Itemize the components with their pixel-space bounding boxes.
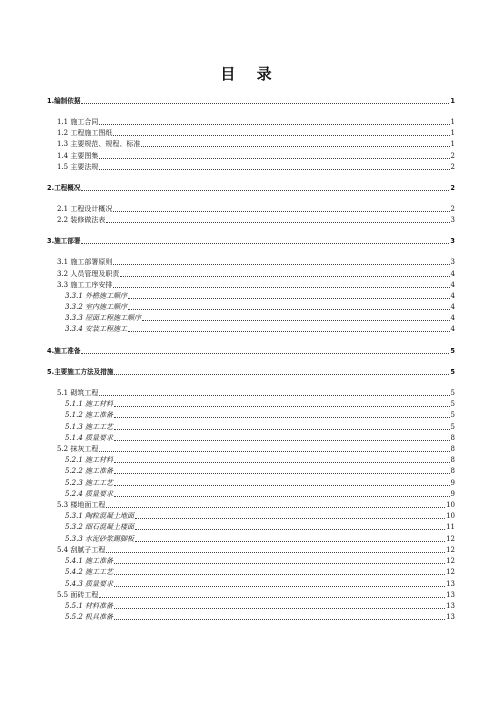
toc-entry[interactable]: [57, 116, 455, 126]
toc-leader-dots: [114, 479, 449, 486]
toc-entry-label: 3.3.3 屋面工程施工顺序: [65, 314, 142, 322]
toc-entry-label: 5.1.1 施工材料: [65, 400, 114, 408]
toc-leader-dots: [120, 270, 449, 277]
toc-entry-page-number: 13: [446, 613, 455, 621]
toc-entry[interactable]: [65, 398, 455, 408]
toc-leader-dots: [128, 303, 449, 310]
toc-leader-dots: [114, 423, 449, 430]
toc-entry[interactable]: [57, 443, 455, 453]
toc-leader-dots: [114, 580, 445, 587]
toc-entry-label: 2.工程概况: [47, 184, 81, 192]
toc-entry[interactable]: [47, 182, 455, 192]
toc-leader-dots: [81, 347, 449, 354]
toc-entry[interactable]: [65, 454, 455, 464]
toc-entry-label: 5.1 砌筑工程: [57, 389, 99, 397]
toc-entry[interactable]: [57, 499, 455, 509]
toc-entry-page-number: 5: [450, 423, 455, 431]
toc-entry-page-number: 10: [446, 501, 455, 509]
toc-entry-page-number: 8: [450, 456, 455, 464]
toc-leader-dots: [106, 216, 449, 223]
toc-entry-label: 3.3 施工工序安排: [57, 281, 113, 289]
toc-entry-label: 5.1.2 施工准备: [65, 411, 114, 419]
toc-leader-dots: [106, 501, 445, 508]
toc-entry[interactable]: [65, 301, 455, 311]
toc-entry[interactable]: [65, 421, 455, 431]
toc-leader-dots: [114, 434, 449, 441]
toc-entry[interactable]: [57, 138, 455, 148]
toc-entry[interactable]: [57, 150, 455, 160]
toc-leader-dots: [114, 557, 445, 564]
toc-entry[interactable]: [65, 477, 455, 487]
toc-entry-label: 5.3 楼地面工程: [57, 501, 106, 509]
toc-entry-label: 3.3.2 室内施工顺序: [65, 303, 128, 311]
toc-entry-label: 1.2 工程施工图纸: [57, 129, 113, 137]
toc-entry[interactable]: [57, 268, 455, 278]
toc-entry-page-number: 13: [446, 591, 455, 599]
toc-entry-label: 5.4.1 施工准备: [65, 557, 114, 565]
toc-entry-label: 4.施工准备: [47, 347, 81, 355]
toc-entry[interactable]: [57, 256, 455, 266]
toc-entry-page-number: 11: [446, 523, 455, 531]
toc-entry-page-number: 4: [450, 314, 455, 322]
toc-entry-label: 5.1.4 质量要求: [65, 434, 114, 442]
toc-leader-dots: [135, 512, 445, 519]
toc-entry-page-number: 5: [450, 368, 455, 376]
toc-entry-page-number: 13: [446, 580, 455, 588]
toc-leader-dots: [99, 591, 445, 598]
toc-entry-label: 5.4 刮腻子工程: [57, 546, 106, 554]
toc-entry-page-number: 9: [450, 479, 455, 487]
toc-entry-page-number: 2: [450, 163, 455, 171]
toc-entry[interactable]: [57, 127, 455, 137]
toc-leader-dots: [99, 163, 449, 170]
toc-entry-label: 5.2.1 施工材料: [65, 456, 114, 464]
toc-entry-page-number: 8: [450, 467, 455, 475]
toc-entry-label: 5.1.3 施工工艺: [65, 423, 114, 431]
toc-leader-dots: [113, 281, 449, 288]
toc-entry-page-number: 3: [450, 216, 455, 224]
toc-entry-page-number: 5: [450, 411, 455, 419]
toc-entry-page-number: 13: [446, 602, 455, 610]
toc-entry-label: 3.3.1 外檐施工顺序: [65, 292, 128, 300]
toc-entry-page-number: 8: [450, 445, 455, 453]
toc-entry-label: 5.5.1 材料准备: [65, 602, 114, 610]
toc-leader-dots: [81, 184, 449, 191]
toc-entry-label: 5.3.1 陶粒混凝土地面: [65, 512, 135, 520]
toc-entry[interactable]: [65, 521, 455, 531]
toc-entry-page-number: 12: [446, 568, 455, 576]
toc-entry[interactable]: [65, 409, 455, 419]
toc-entry-label: 5.4.2 施工工艺: [65, 568, 114, 576]
toc-leader-dots: [114, 400, 449, 407]
toc-entry-label: 1.4 主要图集: [57, 152, 99, 160]
toc-entry-label: 5.5 面砖工程: [57, 591, 99, 599]
toc-entry[interactable]: [57, 589, 455, 599]
toc-entry-page-number: 2: [450, 205, 455, 213]
toc-leader-dots: [114, 613, 445, 620]
toc-entry-label: 5.2.4 质量要求: [65, 490, 114, 498]
toc-entry-page-number: 2: [450, 184, 455, 192]
toc-leader-dots: [114, 568, 445, 575]
toc-entry-page-number: 5: [450, 347, 455, 355]
toc-entry-page-number: 3: [450, 237, 455, 245]
toc-entry[interactable]: [65, 323, 455, 333]
toc-entry[interactable]: [47, 366, 455, 376]
toc-entry-page-number: 4: [450, 281, 455, 289]
toc-entry[interactable]: [57, 161, 455, 171]
toc-entry[interactable]: [57, 544, 455, 554]
toc-leader-dots: [106, 546, 445, 553]
toc-entry[interactable]: [65, 488, 455, 498]
toc-entry-label: 1.3 主要规范、规程、标准: [57, 140, 141, 148]
toc-leader-dots: [99, 445, 449, 452]
toc-entry-page-number: 8: [450, 434, 455, 442]
toc-entry-page-number: 1: [450, 118, 455, 126]
toc-entry[interactable]: [65, 290, 455, 300]
toc-entry-label: 3.施工部署: [47, 237, 81, 245]
toc-entry-label: 5.2.3 施工工艺: [65, 479, 114, 487]
toc-entry-page-number: 12: [446, 535, 455, 543]
toc-leader-dots: [141, 140, 449, 147]
toc-entry-page-number: 5: [450, 389, 455, 397]
toc-entry-label: 5.3.3 水泥砂浆踢脚板: [65, 535, 135, 543]
toc-entry-label: 3.3.4 安装工程施工: [65, 325, 128, 333]
toc-entry-page-number: 3: [450, 258, 455, 266]
toc-entry-label: 3.2 人员管理及职责: [57, 270, 120, 278]
toc-entry-label: 5.主要施工方法及措施: [47, 368, 114, 376]
toc-leader-dots: [114, 467, 449, 474]
page-title: 目 录: [220, 65, 280, 83]
toc-entry-page-number: 12: [446, 546, 455, 554]
toc-leader-dots: [99, 118, 449, 125]
toc-entry-label: 2.1 工程设计概况: [57, 205, 113, 213]
toc-entry-page-number: 4: [450, 325, 455, 333]
toc-entry-label: 5.2.2 施工准备: [65, 467, 114, 475]
toc-entry[interactable]: [57, 203, 455, 213]
toc-leader-dots: [128, 325, 449, 332]
toc-entry-page-number: 10: [446, 512, 455, 520]
toc-entry-label: 3.1 施工部署原则: [57, 258, 113, 266]
toc-leader-dots: [114, 456, 449, 463]
toc-entry[interactable]: [65, 312, 455, 322]
toc-entry-label: 2.2 装修做法表: [57, 216, 106, 224]
toc-entry[interactable]: [57, 214, 455, 224]
toc-entry-page-number: 5: [450, 400, 455, 408]
toc-entry-page-number: 9: [450, 490, 455, 498]
toc-entry[interactable]: [65, 533, 455, 543]
toc-entry[interactable]: [65, 566, 455, 576]
toc-leader-dots: [113, 205, 449, 212]
toc-entry-label: 5.3.2 细石混凝土楼面: [65, 523, 135, 531]
toc-leader-dots: [113, 129, 449, 136]
toc-entry[interactable]: [47, 235, 455, 245]
toc-leader-dots: [142, 314, 449, 321]
toc-entry-label: 5.2 抹灰工程: [57, 445, 99, 453]
toc-leader-dots: [99, 389, 449, 396]
toc-entry[interactable]: [57, 387, 455, 397]
toc-entry[interactable]: [65, 465, 455, 475]
toc-entry-page-number: 4: [450, 303, 455, 311]
toc-entry-page-number: 4: [450, 292, 455, 300]
toc-entry-label: 1.编制依据: [47, 97, 81, 105]
toc-entry[interactable]: [57, 279, 455, 289]
toc-entry-page-number: 12: [446, 557, 455, 565]
toc-leader-dots: [135, 523, 445, 530]
toc-leader-dots: [99, 152, 449, 159]
toc-leader-dots: [114, 490, 449, 497]
toc-entry-label: 1.5 主要法规: [57, 163, 99, 171]
toc-entry[interactable]: [47, 95, 455, 105]
toc-entry[interactable]: [65, 510, 455, 520]
toc-entry-page-number: 1: [450, 129, 455, 137]
toc-entry-label: 5.5.2 机具准备: [65, 613, 114, 621]
toc-leader-dots: [114, 368, 449, 375]
toc-entry[interactable]: [47, 345, 455, 355]
toc-leader-dots: [81, 237, 449, 244]
toc-leader-dots: [114, 411, 449, 418]
toc-entry-page-number: 4: [450, 270, 455, 278]
toc-leader-dots: [113, 258, 449, 265]
toc-leader-dots: [128, 292, 449, 299]
toc-entry[interactable]: [65, 555, 455, 565]
toc-entry[interactable]: [65, 611, 455, 621]
toc-entry-page-number: 2: [450, 152, 455, 160]
toc-entry[interactable]: [65, 432, 455, 442]
toc-entry[interactable]: [65, 600, 455, 610]
toc-leader-dots: [135, 535, 445, 542]
toc-entry-label: 1.1 施工合同: [57, 118, 99, 126]
toc-leader-dots: [81, 97, 449, 104]
toc-entry-page-number: 1: [450, 97, 455, 105]
toc-leader-dots: [114, 602, 445, 609]
toc-entry-page-number: 1: [450, 140, 455, 148]
toc-entry[interactable]: [65, 578, 455, 588]
toc-entry-label: 5.4.3 质量要求: [65, 580, 114, 588]
